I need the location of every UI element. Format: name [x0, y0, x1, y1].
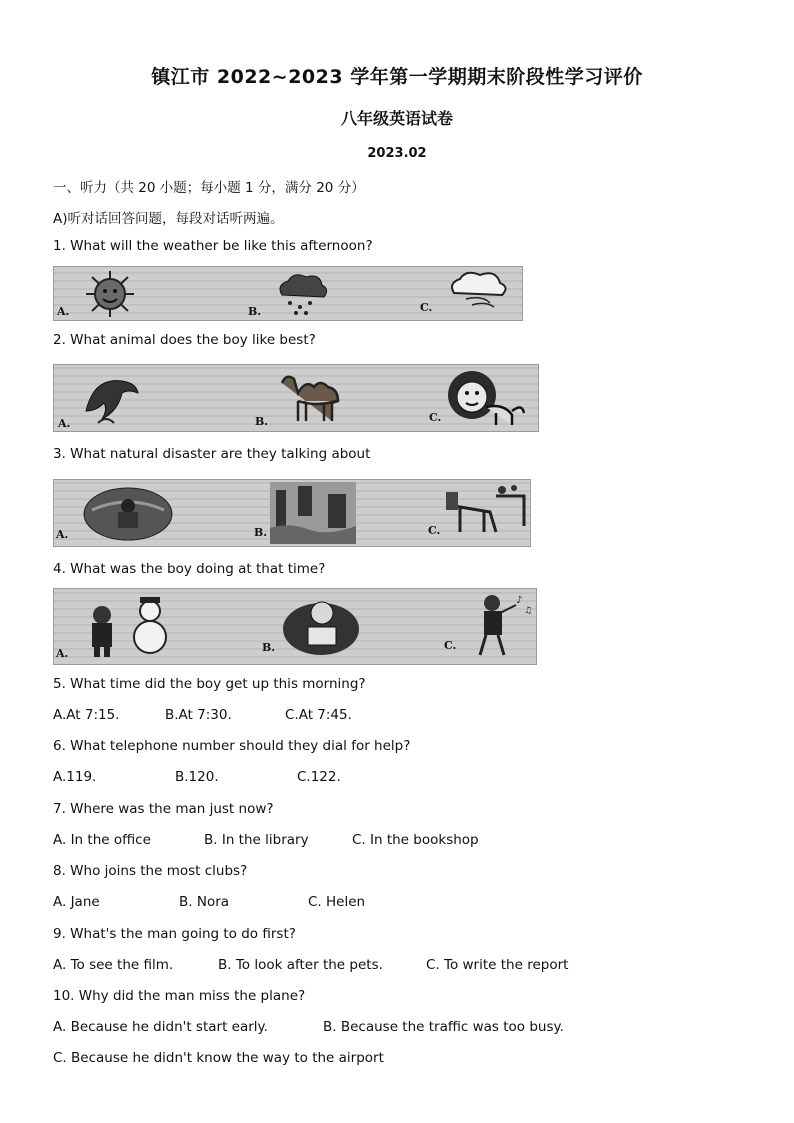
option-b-label: B.: [255, 415, 269, 428]
question-3: 3. What natural disaster are they talking about: [53, 446, 371, 462]
question-1: 1. What will the weather be like this afternoon?: [53, 238, 373, 254]
option-b-label: B.: [254, 526, 268, 539]
svg-text:♪: ♪: [516, 595, 523, 606]
option-b-label: B.: [262, 641, 276, 654]
question-7-option-a: A. In the office: [53, 832, 151, 848]
question-6: 6. What telephone number should they dial for help?: [53, 738, 411, 754]
question-10-option-a: A. Because he didn't start early.: [53, 1019, 268, 1035]
question-2: 2. What animal does the boy like best?: [53, 332, 316, 348]
question-6-option-c: C.122.: [297, 769, 341, 785]
earthquake-icon: [440, 482, 526, 538]
lion-icon: [442, 367, 528, 429]
question-9: 9. What's the man going to do first?: [53, 926, 296, 942]
question-8-option-a: A. Jane: [53, 894, 100, 910]
question-4-pictures: [53, 588, 537, 665]
option-c-label: C.: [444, 639, 457, 652]
building-snowman-icon: [82, 593, 174, 659]
question-3-pictures: [53, 479, 531, 547]
question-9-option-a: A. To see the film.: [53, 957, 174, 973]
question-8: 8. Who joins the most clubs?: [53, 863, 248, 879]
option-a-label: A.: [56, 528, 69, 541]
reading-boy-icon: [282, 595, 360, 657]
option-c-label: C.: [429, 411, 442, 424]
dolphin-icon: [78, 371, 142, 427]
part-a-instruction: A)听对话回答问题，每段对话听两遍。: [53, 211, 284, 227]
flood-icon: [270, 482, 356, 544]
page-title: 镇江市 2022~2023 学年第一学期期末阶段性学习评价: [151, 66, 643, 88]
option-a-label: A.: [57, 305, 70, 318]
rain-cloud-icon: [272, 271, 332, 317]
question-5-option-b: B.At 7:30.: [165, 707, 232, 723]
question-5-option-a: A.At 7:15.: [53, 707, 120, 723]
section-heading: 一、听力（共 20 小题；每小题 1 分，满分 20 分）: [53, 180, 365, 196]
question-5-option-c: C.At 7:45.: [285, 707, 352, 723]
question-7-option-b: B. In the library: [204, 832, 309, 848]
page-subtitle: 八年级英语试卷: [340, 109, 453, 128]
question-5: 5. What time did the boy get up this morning?: [53, 676, 366, 692]
sun-icon: [82, 269, 138, 319]
question-10: 10. Why did the man miss the plane?: [53, 988, 306, 1004]
windy-cloud-icon: [446, 269, 512, 309]
violin-boy-icon: [466, 591, 532, 659]
option-a-label: A.: [56, 647, 69, 660]
svg-text:♫: ♫: [524, 606, 532, 616]
question-8-option-b: B. Nora: [179, 894, 230, 910]
option-c-label: C.: [420, 301, 433, 314]
question-6-option-a: A.119.: [53, 769, 97, 785]
option-a-label: A.: [58, 417, 71, 430]
question-6-option-b: B.120.: [175, 769, 219, 785]
option-c-label: C.: [428, 524, 441, 537]
question-9-option-c: C. To write the report: [426, 957, 569, 973]
question-4: 4. What was the boy doing at that time?: [53, 561, 326, 577]
camel-icon: [276, 369, 352, 425]
question-2-pictures: [53, 364, 539, 432]
question-8-option-c: C. Helen: [308, 894, 366, 910]
question-1-pictures: [53, 266, 523, 321]
question-7-option-c: C. In the bookshop: [352, 832, 479, 848]
question-10-option-b: B. Because the traffic was too busy.: [323, 1019, 564, 1035]
question-9-option-b: B. To look after the pets.: [218, 957, 383, 973]
exam-date: 2023.02: [367, 146, 427, 161]
option-b-label: B.: [248, 305, 262, 318]
question-10-option-c: C. Because he didn't know the way to the airport: [53, 1050, 384, 1066]
snowstorm-icon: [82, 484, 174, 542]
question-7: 7. Where was the man just now?: [53, 801, 274, 817]
